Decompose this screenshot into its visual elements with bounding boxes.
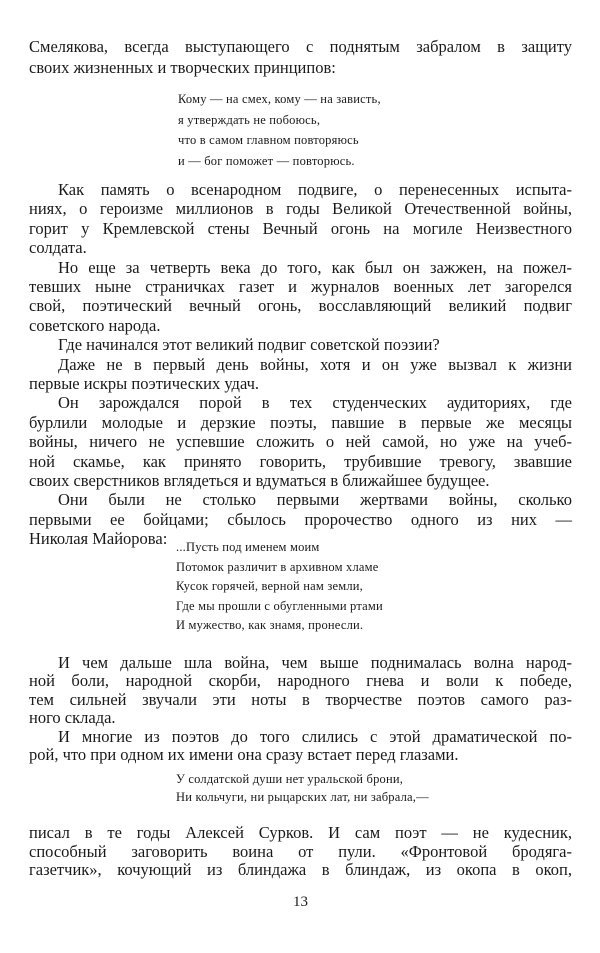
text-line: способный заговорить воина от пули. «Фронтовой бродяга- xyxy=(29,841,572,861)
text-line: советского народа. xyxy=(29,315,161,335)
text-line: Они были не столько первыми жертвами войны, сколько xyxy=(58,490,572,510)
text-line: ной боли, народной скорби, народного гнева и воли к победе, xyxy=(29,671,572,691)
text-line: своих сверстников вглядеться и вдуматься в ближайшее будущее. xyxy=(29,471,490,490)
text-line: ного склада. xyxy=(29,708,116,728)
verse-line: Кому — на смех, кому — на зависть, xyxy=(178,92,381,106)
text-line: И многие из поэтов до того слились с этой драматической по- xyxy=(58,726,572,746)
text-line: Даже не в первый день войны, хотя и он уже вызвал к жизни xyxy=(58,354,572,374)
verse-line: И мужество, как знамя, пронесли. xyxy=(176,618,364,633)
text-line: Но еще за четверть века до того, как был он зажжен, на пожел- xyxy=(58,257,572,277)
text-line: свой, поэтический вечный огонь, восславляющий великий подвиг xyxy=(29,296,572,316)
text-line: Он зарождался порой в тех студенческих аудиториях, где xyxy=(58,393,572,413)
text-line: солдата. xyxy=(29,238,87,258)
text-line: первые искры поэтических удач. xyxy=(29,374,260,393)
verse-line: Кусок горячей, верной нам земли, xyxy=(176,579,363,594)
text-line: писал в те годы Алексей Сурков. И сам поэт — не кудесник, xyxy=(29,823,572,842)
verse-line: Потомок различит в архивном хламе xyxy=(176,559,379,574)
text-line: Как память о всенародном подвиге, о перенесенных испыта- xyxy=(58,180,572,199)
text-line: своих жизненных и творческих принципов: xyxy=(29,58,336,77)
text-line: газетчик», кочующий из блиндажа в блиндаж, из окопа в окоп, xyxy=(29,860,572,880)
text-line: тевших ныне страничках газет и журналов военных лет загорелся xyxy=(29,277,572,296)
text-line: рой, что при одном их имени она сразу встает перед глазами. xyxy=(29,745,459,764)
text-line: бурлили молодые и дерзкие поэты, павшие в первые же месяцы xyxy=(29,412,572,432)
text-line: тем сильней звучали эти ноты в творчестве поэтов самого раз- xyxy=(29,689,572,709)
verse-line: ...Пусть под именем моим xyxy=(176,540,320,554)
text-line: И чем дальше шла война, чем выше поднималась волна народ- xyxy=(58,653,572,672)
verse-line: я утверждать не побоюсь, xyxy=(178,112,321,127)
text-line: Николая Майорова: xyxy=(29,529,168,549)
text-line: первыми ее бойцами; сбылось пророчество одного из них — xyxy=(29,509,572,529)
text-line: ниях, о героизме миллионов в годы Великой Отечественной войны, xyxy=(29,199,572,219)
verse-line: Ни кольчуги, ни рыцарских лат, ни забрала,— xyxy=(176,789,429,804)
text-line: ной скамье, как принято говорить, трубившие тревогу, звавшие xyxy=(29,451,572,471)
verse-line: и — бог поможет — повторюсь. xyxy=(178,153,355,168)
verse-line: Где мы прошли с обугленными ртами xyxy=(176,598,383,613)
page-number: 13 xyxy=(293,894,308,910)
text-line: войны, ничего не успевшие сложить о ней самой, но уже на учеб- xyxy=(29,432,572,452)
verse-line: что в самом главном повторяюсь xyxy=(178,133,359,147)
text-line: Где начинался этот великий подвиг советской поэзии? xyxy=(58,335,440,355)
verse-line: У солдатской души нет уральской брони, xyxy=(176,772,404,786)
text-line: Смелякова, всегда выступающего с поднятым забралом в защиту xyxy=(29,37,572,56)
text-line: горит у Кремлевской стены Вечный огонь на могиле Неизвестного xyxy=(29,218,572,238)
